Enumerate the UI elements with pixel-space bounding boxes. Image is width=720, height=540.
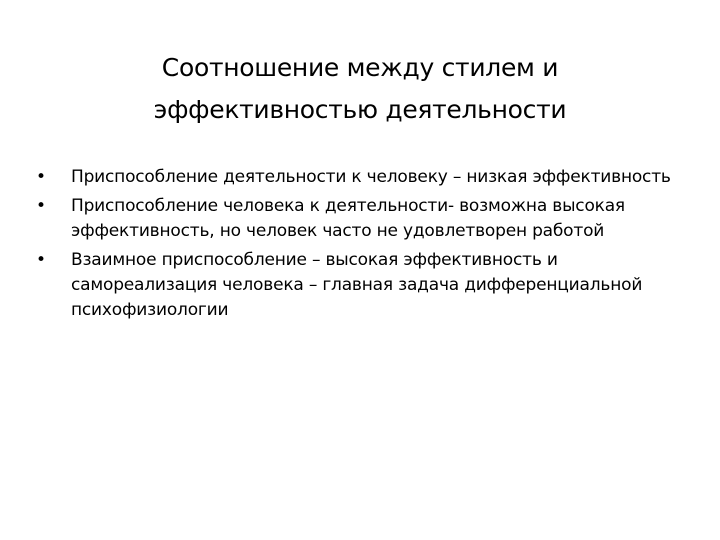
slide-title-line-2: эффективностью деятельности [153,94,567,124]
slide-title-line-1: Соотношение между стилем и [161,52,559,82]
bullet-item-2 [34,194,694,244]
bullet-glyph: • [36,167,46,187]
bullet-text-1: Приспособление деятельности к человеку – низкая эффективность [71,167,671,187]
bullet-glyph: • [36,196,46,216]
bullet-item-1 [34,165,694,190]
bullet-text-3: Взаимное приспособление – высокая эффективность и самореализация человека – главная задача дифференциальной психофизиологии [71,250,643,320]
bullet-text-2: Приспособление человека к деятельности- возможна высокая эффективность, но человек часто не удовлетворен работой [71,196,625,241]
bullet-item-3 [34,248,694,323]
bullet-list [34,165,694,327]
bullet-glyph: • [36,250,46,270]
slide-title [60,47,660,131]
